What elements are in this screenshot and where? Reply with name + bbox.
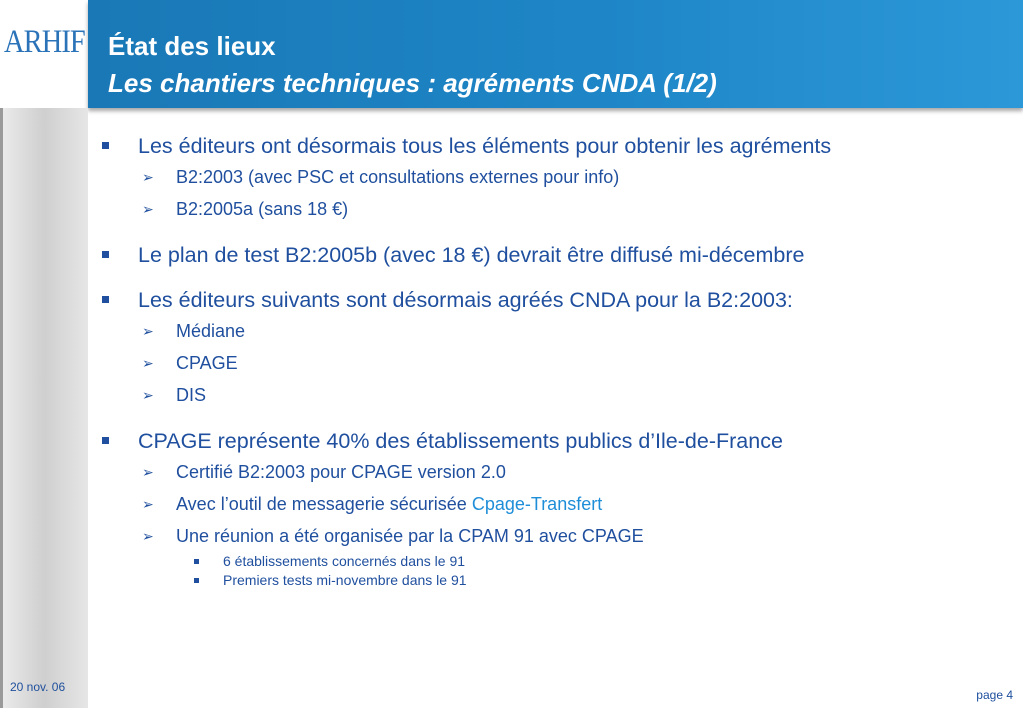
arrowhead-bullet-icon: ➢ <box>142 201 154 217</box>
arrowhead-bullet-icon: ➢ <box>142 528 154 544</box>
bullet-item <box>98 131 1013 161</box>
square-bullet-icon <box>102 251 109 258</box>
sub-bullet-text: CPAGE <box>176 353 238 373</box>
bullet-text: Les éditeurs suivants sont désormais agréés CNDA pour la B2:2003: <box>138 288 793 312</box>
square-bullet-icon <box>102 296 109 303</box>
bullet-text: CPAGE représente 40% des établissements publics d’Ile-de-France <box>138 429 783 453</box>
square-bullet-icon <box>102 142 109 149</box>
sub-sub-bullet-item <box>98 571 1013 590</box>
page-number: page 4 <box>976 688 1013 702</box>
sub-bullet-item <box>98 520 1013 552</box>
bullet-item <box>98 285 1013 315</box>
cpage-transfert-link[interactable]: Cpage-Transfert <box>471 494 603 514</box>
arrowhead-bullet-icon: ➢ <box>142 169 154 185</box>
logo-area <box>0 0 88 108</box>
sub-bullet-item <box>98 456 1013 488</box>
sub-bullet-text: Certifié B2:2003 pour CPAGE version 2.0 <box>176 462 506 482</box>
slide-content <box>98 131 1013 590</box>
slide-header <box>88 0 1023 108</box>
sub-bullet-item <box>98 347 1013 379</box>
arrowhead-bullet-icon: ➢ <box>142 387 154 403</box>
slide-subtitle: Les chantiers techniques : agréments CNDA (1/2) <box>108 68 717 98</box>
bullet-item <box>98 240 1013 270</box>
arrowhead-bullet-icon: ➢ <box>142 323 154 339</box>
sub-bullet-text: B2:2003 (avec PSC et consultations externes pour info) <box>176 167 620 187</box>
sub-sub-bullet-text: 6 établissements concernés dans le 91 <box>223 553 466 569</box>
bullet-item <box>98 426 1013 456</box>
footer-date: 20 nov. 06 <box>10 680 66 694</box>
left-sidebar <box>0 108 88 708</box>
sub-bullet-text: Médiane <box>176 321 246 341</box>
sub-bullet-item <box>98 488 1013 520</box>
arrowhead-bullet-icon: ➢ <box>142 355 154 371</box>
sub-bullet-item <box>98 315 1013 347</box>
sub-bullet-text: DIS <box>176 385 207 405</box>
sub-bullet-item <box>98 161 1013 193</box>
arrowhead-bullet-icon: ➢ <box>142 496 154 512</box>
arhif-logo: ARHIF <box>4 24 85 60</box>
sub-sub-bullet-text: Premiers tests mi-novembre dans le 91 <box>223 572 467 588</box>
sub-bullet-item <box>98 193 1013 225</box>
small-square-bullet-icon <box>194 559 199 564</box>
sub-bullet-text: Avec l’outil de messagerie sécurisée <box>176 494 472 514</box>
arrowhead-bullet-icon: ➢ <box>142 464 154 480</box>
square-bullet-icon <box>102 437 109 444</box>
small-square-bullet-icon <box>194 578 199 583</box>
sub-bullet-item <box>98 379 1013 411</box>
bullet-text: Les éditeurs ont désormais tous les éléments pour obtenir les agréments <box>138 134 832 158</box>
sidebar-stripe <box>0 108 3 708</box>
sub-bullet-text: B2:2005a (sans 18 €) <box>176 199 349 219</box>
sub-sub-bullet-item <box>98 552 1013 571</box>
sub-bullet-text: Une réunion a été organisée par la CPAM 91 avec CPAGE <box>176 526 644 546</box>
bullet-text: Le plan de test B2:2005b (avec 18 €) devrait être diffusé mi-décembre <box>138 243 805 267</box>
slide-title: État des lieux <box>108 31 276 61</box>
